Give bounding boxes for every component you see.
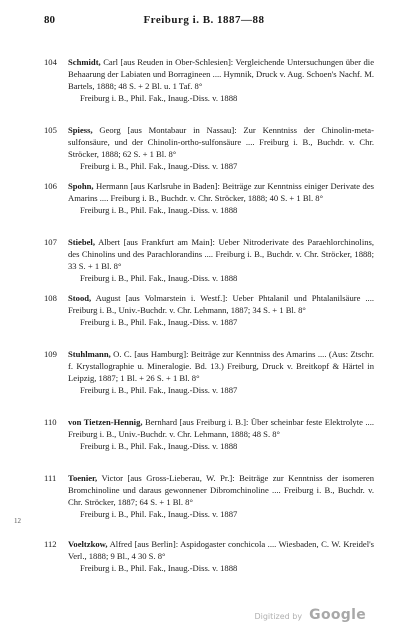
author-name: Voeltzkow,: [68, 539, 108, 549]
entry-number: 109: [44, 349, 57, 359]
page-number: 80: [44, 14, 55, 26]
author-name: Stiebel,: [68, 237, 95, 247]
entry-body: [68, 56, 374, 104]
dissertation-note: Freiburg i. B., Phil. Fak., Inaug.-Diss. v. 1887: [80, 317, 238, 327]
bibliography-entry-108: [44, 292, 374, 328]
entry-number: 110: [44, 417, 57, 427]
author-name: von Tietzen-Hennig,: [68, 417, 143, 427]
author-name: Stood,: [68, 293, 92, 303]
bibliography-entry-112: [44, 538, 374, 574]
digitized-watermark: [254, 604, 366, 623]
bibliography-entry-104: [44, 56, 374, 104]
entry-text: Victor [aus Gross-Lieberau, W. Pr.]: Beiträge zur Kenntniss der isomeren Bromchinoline und daraus gewonnener Dibromchinoline .... Freiburg i. B., Buchdr. v. Chr. Ströcker, 1887; 64 S. + 1 Bl. 8°: [68, 473, 374, 507]
entry-body: [68, 416, 374, 452]
running-title: Freiburg i. B. 1887—88: [143, 14, 265, 26]
entry-body: [68, 538, 374, 574]
entry-body: [68, 472, 374, 520]
dissertation-note: Freiburg i. B., Phil. Fak., Inaug.-Diss. v. 1887: [80, 385, 238, 395]
bibliography-entry-110: [44, 416, 374, 452]
author-name: Stuhlmann,: [68, 349, 111, 359]
entry-body: [68, 236, 374, 284]
entry-text: Bernhard [aus Freiburg i. B.]: Über scheinbar feste Elektrolyte .... Freiburg i. B., Univ.-Buchdr. v. Chr. Lehmann, 1888; 48 S. 8°: [68, 417, 374, 439]
entry-body: [68, 180, 374, 216]
dissertation-note: Freiburg i. B., Phil. Fak., Inaug.-Diss. v. 1887: [80, 161, 238, 171]
entry-body: [68, 292, 374, 328]
entry-number: 105: [44, 125, 57, 135]
bibliography-entry-107: [44, 236, 374, 284]
bibliography-entry-111: [44, 472, 374, 520]
dissertation-note: Freiburg i. B., Phil. Fak., Inaug.-Diss. v. 1887: [80, 509, 238, 519]
entry-number: 107: [44, 237, 57, 247]
entry-text: Carl [aus Reuden in Ober-Schlesien]: Vergleichende Untersuchungen über die Behaarung der Labiaten und Borragineen .... Hymnik, Druck v. Aug. Schoen's Nachf. M. Bartels, 1888; 48 S. + 2 Bl. u. 1 Taf. 8°: [68, 57, 375, 91]
bibliography-entry-105: [44, 124, 374, 172]
entry-number: 111: [44, 473, 57, 483]
dissertation-note: Freiburg i. B., Phil. Fak., Inaug.-Diss. v. 1888: [80, 563, 238, 573]
dissertation-note: Freiburg i. B., Phil. Fak., Inaug.-Diss. v. 1888: [80, 93, 238, 103]
entry-text: Georg [aus Montabaur in Nassau]: Zur Kenntniss der Chinolin-meta-sulfonsäure, und der Chinolin-ortho-sulfonsäure .... Freiburg i. B., Buchdr. v. Chr. Ströcker, 1888; 62 S. + 1 Bl. 8°: [68, 125, 374, 159]
entry-number: 106: [44, 181, 57, 191]
bibliography-entry-109: [44, 348, 374, 396]
entry-number: 112: [44, 539, 57, 549]
margin-signature: 12: [14, 517, 21, 525]
author-name: Spohn,: [68, 181, 94, 191]
dissertation-note: Freiburg i. B., Phil. Fak., Inaug.-Diss. v. 1888: [80, 273, 238, 283]
entry-text: August [aus Volmarstein i. Westf.]: Ueber Phtalanil und Phtalanilsäure .... Freiburg i. B., Univ.-Buchdr. v. Chr. Lehmann, 1887; 34 S. + 1 Bl. 8°: [68, 293, 374, 315]
author-name: Toenier,: [68, 473, 98, 483]
watermark-prefix: Digitized by: [254, 612, 303, 621]
entry-text: Albert [aus Frankfurt am Main]: Ueber Nitroderivate des Paraehlorchinolins, des Chinolins und des Parachlorandins .... Freiburg i. B., Buchdr. v. Chr. Ströcker, 1888; 33 S. + 1 Bl. 8°: [68, 237, 374, 271]
entry-body: [68, 124, 374, 172]
entry-text: O. C. [aus Hamburg]: Beiträge zur Kenntniss des Amarins .... (Aus: Ztschr. f. Krystallographie u. Mineralogie. Bd. 13.) Freiburg, Druck v. Breitkopf & Härtel in Leipzig, 1887; 1 Bl. + 26 S. + 1 Bl. 8°: [68, 349, 374, 383]
entry-body: [68, 348, 374, 396]
author-name: Spiess,: [68, 125, 93, 135]
dissertation-note: Freiburg i. B., Phil. Fak., Inaug.-Diss. v. 1888: [80, 205, 238, 215]
entry-number: 104: [44, 57, 57, 67]
google-logo: Google: [309, 607, 366, 623]
dissertation-note: Freiburg i. B., Phil. Fak., Inaug.-Diss. v. 1888: [80, 441, 238, 451]
entry-text: Alfred [aus Berlin]: Aspidogaster conchicola .... Wiesbaden, C. W. Kreidel's Verl., 1888; 9 Bl., 4 30 S. 8°: [68, 539, 374, 561]
entry-text: Hermann [aus Karlsruhe in Baden]: Beiträge zur Kenntniss einiger Derivate des Amarins .... Freiburg i. B., Buchdr. v. Chr. Ströcker, 1888; 40 S. + 1 Bl. 8°: [68, 181, 375, 203]
page-header: [44, 14, 364, 28]
author-name: Schmidt,: [68, 57, 101, 67]
bibliography-entry-106: [44, 180, 374, 216]
entry-number: 108: [44, 293, 57, 303]
